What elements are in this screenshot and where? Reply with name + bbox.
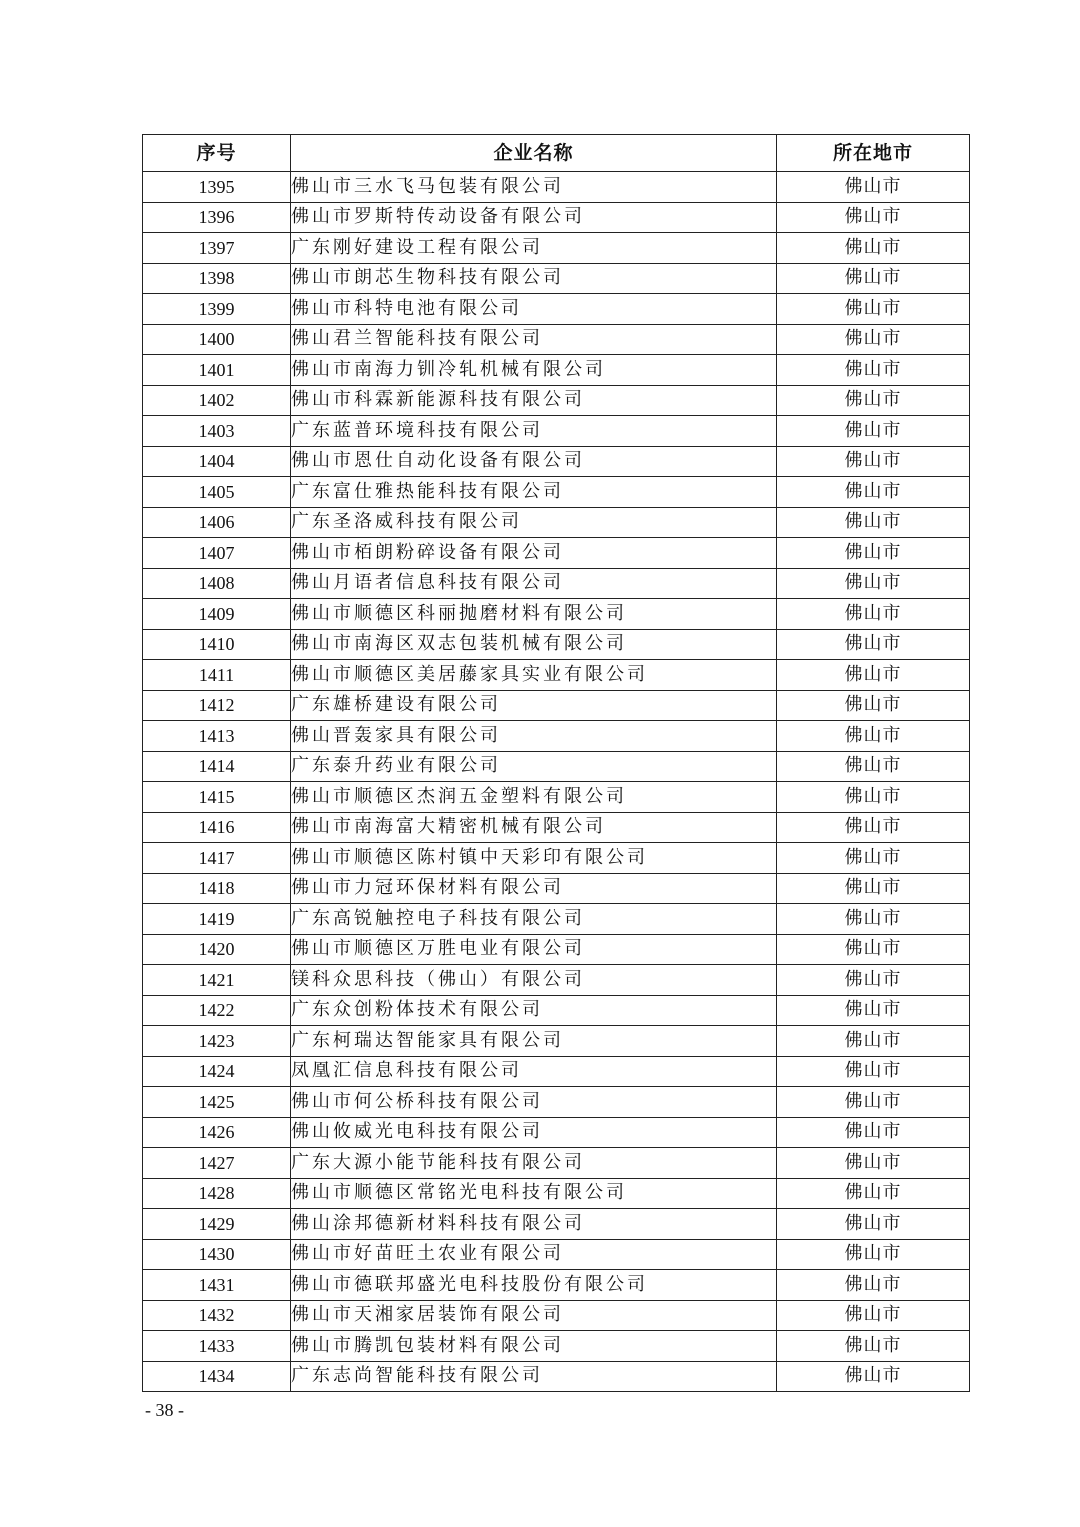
company-name-cell: 佛山晋轰家具有限公司 <box>291 721 777 752</box>
serial-number-cell: 1415 <box>143 782 291 813</box>
serial-number-cell: 1403 <box>143 416 291 447</box>
serial-number-cell: 1409 <box>143 599 291 630</box>
table-row <box>143 904 970 935</box>
company-name-cell: 广东高锐触控电子科技有限公司 <box>291 904 777 935</box>
city-cell: 佛山市 <box>777 1117 970 1148</box>
company-name-cell: 佛山市顺德区万胜电业有限公司 <box>291 934 777 965</box>
table-row <box>143 965 970 996</box>
city-cell: 佛山市 <box>777 873 970 904</box>
company-name-cell: 镁科众思科技（佛山）有限公司 <box>291 965 777 996</box>
serial-number-cell: 1434 <box>143 1361 291 1392</box>
table-row <box>143 385 970 416</box>
serial-number-cell: 1412 <box>143 690 291 721</box>
table-row <box>143 324 970 355</box>
serial-number-cell: 1402 <box>143 385 291 416</box>
city-cell: 佛山市 <box>777 324 970 355</box>
company-name-cell: 广东刚好建设工程有限公司 <box>291 233 777 264</box>
serial-number-cell: 1428 <box>143 1178 291 1209</box>
city-cell: 佛山市 <box>777 172 970 203</box>
company-name-cell: 佛山市恩仕自动化设备有限公司 <box>291 446 777 477</box>
company-name-cell: 广东蓝普环境科技有限公司 <box>291 416 777 447</box>
company-name-cell: 佛山月语者信息科技有限公司 <box>291 568 777 599</box>
city-cell: 佛山市 <box>777 538 970 569</box>
city-cell: 佛山市 <box>777 1331 970 1362</box>
table-header-row <box>143 135 970 172</box>
serial-number-cell: 1422 <box>143 995 291 1026</box>
company-name-cell: 凤凰汇信息科技有限公司 <box>291 1056 777 1087</box>
serial-number-cell: 1400 <box>143 324 291 355</box>
serial-number-cell: 1431 <box>143 1270 291 1301</box>
serial-number-cell: 1426 <box>143 1117 291 1148</box>
city-cell: 佛山市 <box>777 995 970 1026</box>
company-name-cell: 佛山市南海富大精密机械有限公司 <box>291 812 777 843</box>
serial-number-cell: 1423 <box>143 1026 291 1057</box>
serial-number-cell: 1432 <box>143 1300 291 1331</box>
serial-number-cell: 1401 <box>143 355 291 386</box>
serial-number-cell: 1429 <box>143 1209 291 1240</box>
company-name-cell: 佛山君兰智能科技有限公司 <box>291 324 777 355</box>
company-name-cell: 佛山市南海区双志包装机械有限公司 <box>291 629 777 660</box>
city-cell: 佛山市 <box>777 721 970 752</box>
city-cell: 佛山市 <box>777 690 970 721</box>
table-row <box>143 934 970 965</box>
table-row <box>143 721 970 752</box>
city-cell: 佛山市 <box>777 507 970 538</box>
city-cell: 佛山市 <box>777 1178 970 1209</box>
company-name-cell: 佛山市三水飞马包装有限公司 <box>291 172 777 203</box>
table-row <box>143 1148 970 1179</box>
company-name-cell: 佛山市力冠环保材料有限公司 <box>291 873 777 904</box>
city-cell: 佛山市 <box>777 965 970 996</box>
company-name-cell: 广东雄桥建设有限公司 <box>291 690 777 721</box>
city-cell: 佛山市 <box>777 660 970 691</box>
serial-number-cell: 1427 <box>143 1148 291 1179</box>
city-cell: 佛山市 <box>777 843 970 874</box>
company-name-cell: 广东富仕雅热能科技有限公司 <box>291 477 777 508</box>
city-cell: 佛山市 <box>777 355 970 386</box>
company-name-cell: 广东泰升药业有限公司 <box>291 751 777 782</box>
company-name-cell: 广东众创粉体技术有限公司 <box>291 995 777 1026</box>
company-name-cell: 佛山市科特电池有限公司 <box>291 294 777 325</box>
table-row <box>143 568 970 599</box>
serial-number-cell: 1433 <box>143 1331 291 1362</box>
city-cell: 佛山市 <box>777 446 970 477</box>
table-row <box>143 1209 970 1240</box>
company-name-cell: 佛山市顺德区科丽抛磨材料有限公司 <box>291 599 777 630</box>
table-row <box>143 812 970 843</box>
company-name-cell: 广东志尚智能科技有限公司 <box>291 1361 777 1392</box>
city-cell: 佛山市 <box>777 568 970 599</box>
company-name-cell: 广东大源小能节能科技有限公司 <box>291 1148 777 1179</box>
city-cell: 佛山市 <box>777 904 970 935</box>
serial-number-cell: 1406 <box>143 507 291 538</box>
city-cell: 佛山市 <box>777 1148 970 1179</box>
serial-number-cell: 1398 <box>143 263 291 294</box>
table-row <box>143 1026 970 1057</box>
serial-number-cell: 1397 <box>143 233 291 264</box>
table-row <box>143 1270 970 1301</box>
table-row <box>143 1361 970 1392</box>
city-cell: 佛山市 <box>777 1270 970 1301</box>
city-cell: 佛山市 <box>777 416 970 447</box>
company-name-cell: 佛山市腾凯包装材料有限公司 <box>291 1331 777 1362</box>
table-row <box>143 1331 970 1362</box>
serial-number-cell: 1395 <box>143 172 291 203</box>
serial-number-cell: 1424 <box>143 1056 291 1087</box>
company-name-cell: 佛山市顺德区常铭光电科技有限公司 <box>291 1178 777 1209</box>
table-body <box>143 172 970 1392</box>
city-cell: 佛山市 <box>777 1209 970 1240</box>
company-name-cell: 佛山市德联邦盛光电科技股份有限公司 <box>291 1270 777 1301</box>
company-name-cell: 佛山市科霖新能源科技有限公司 <box>291 385 777 416</box>
company-name-cell: 广东柯瑞达智能家具有限公司 <box>291 1026 777 1057</box>
table-row <box>143 538 970 569</box>
header-serial-number: 序号 <box>143 135 291 172</box>
serial-number-cell: 1416 <box>143 812 291 843</box>
serial-number-cell: 1417 <box>143 843 291 874</box>
table-row <box>143 446 970 477</box>
serial-number-cell: 1419 <box>143 904 291 935</box>
table-row <box>143 1056 970 1087</box>
table-row <box>143 477 970 508</box>
city-cell: 佛山市 <box>777 782 970 813</box>
city-cell: 佛山市 <box>777 934 970 965</box>
serial-number-cell: 1407 <box>143 538 291 569</box>
table-row <box>143 1087 970 1118</box>
table-row <box>143 355 970 386</box>
city-cell: 佛山市 <box>777 812 970 843</box>
company-name-cell: 佛山攸威光电科技有限公司 <box>291 1117 777 1148</box>
company-name-cell: 佛山涂邦德新材料科技有限公司 <box>291 1209 777 1240</box>
table-row <box>143 599 970 630</box>
serial-number-cell: 1404 <box>143 446 291 477</box>
header-company-name: 企业名称 <box>291 135 777 172</box>
serial-number-cell: 1396 <box>143 202 291 233</box>
serial-number-cell: 1418 <box>143 873 291 904</box>
enterprise-table <box>142 134 970 1392</box>
serial-number-cell: 1430 <box>143 1239 291 1270</box>
company-name-cell: 佛山市罗斯特传动设备有限公司 <box>291 202 777 233</box>
table-row <box>143 1117 970 1148</box>
company-name-cell: 广东圣洛威科技有限公司 <box>291 507 777 538</box>
serial-number-cell: 1410 <box>143 629 291 660</box>
company-name-cell: 佛山市朗芯生物科技有限公司 <box>291 263 777 294</box>
table-row <box>143 690 970 721</box>
company-name-cell: 佛山市栢朗粉碎设备有限公司 <box>291 538 777 569</box>
city-cell: 佛山市 <box>777 1026 970 1057</box>
city-cell: 佛山市 <box>777 385 970 416</box>
serial-number-cell: 1414 <box>143 751 291 782</box>
page-number: - 38 - <box>145 1400 184 1420</box>
city-cell: 佛山市 <box>777 202 970 233</box>
table-row <box>143 294 970 325</box>
company-name-cell: 佛山市顺德区美居藤家具实业有限公司 <box>291 660 777 691</box>
company-name-cell: 佛山市顺德区杰润五金塑料有限公司 <box>291 782 777 813</box>
company-name-cell: 佛山市顺德区陈村镇中天彩印有限公司 <box>291 843 777 874</box>
serial-number-cell: 1405 <box>143 477 291 508</box>
table-row <box>143 416 970 447</box>
city-cell: 佛山市 <box>777 1300 970 1331</box>
table-row <box>143 1239 970 1270</box>
table-row <box>143 995 970 1026</box>
company-name-cell: 佛山市南海力钏冷轧机械有限公司 <box>291 355 777 386</box>
table-row <box>143 1300 970 1331</box>
company-name-cell: 佛山市天湘家居装饰有限公司 <box>291 1300 777 1331</box>
company-name-cell: 佛山市好苗旺土农业有限公司 <box>291 1239 777 1270</box>
table-row <box>143 172 970 203</box>
city-cell: 佛山市 <box>777 629 970 660</box>
serial-number-cell: 1408 <box>143 568 291 599</box>
city-cell: 佛山市 <box>777 294 970 325</box>
table-row <box>143 1178 970 1209</box>
city-cell: 佛山市 <box>777 1361 970 1392</box>
table-row <box>143 751 970 782</box>
table-row <box>143 782 970 813</box>
table-row <box>143 873 970 904</box>
city-cell: 佛山市 <box>777 599 970 630</box>
table-row <box>143 263 970 294</box>
table-row <box>143 507 970 538</box>
serial-number-cell: 1421 <box>143 965 291 996</box>
table-row <box>143 660 970 691</box>
city-cell: 佛山市 <box>777 751 970 782</box>
city-cell: 佛山市 <box>777 233 970 264</box>
city-cell: 佛山市 <box>777 1087 970 1118</box>
table-row <box>143 629 970 660</box>
city-cell: 佛山市 <box>777 477 970 508</box>
serial-number-cell: 1413 <box>143 721 291 752</box>
header-city: 所在地市 <box>777 135 970 172</box>
table-row <box>143 843 970 874</box>
city-cell: 佛山市 <box>777 1056 970 1087</box>
table-row <box>143 233 970 264</box>
serial-number-cell: 1411 <box>143 660 291 691</box>
table-row <box>143 202 970 233</box>
company-name-cell: 佛山市何公桥科技有限公司 <box>291 1087 777 1118</box>
city-cell: 佛山市 <box>777 1239 970 1270</box>
serial-number-cell: 1420 <box>143 934 291 965</box>
city-cell: 佛山市 <box>777 263 970 294</box>
serial-number-cell: 1425 <box>143 1087 291 1118</box>
serial-number-cell: 1399 <box>143 294 291 325</box>
